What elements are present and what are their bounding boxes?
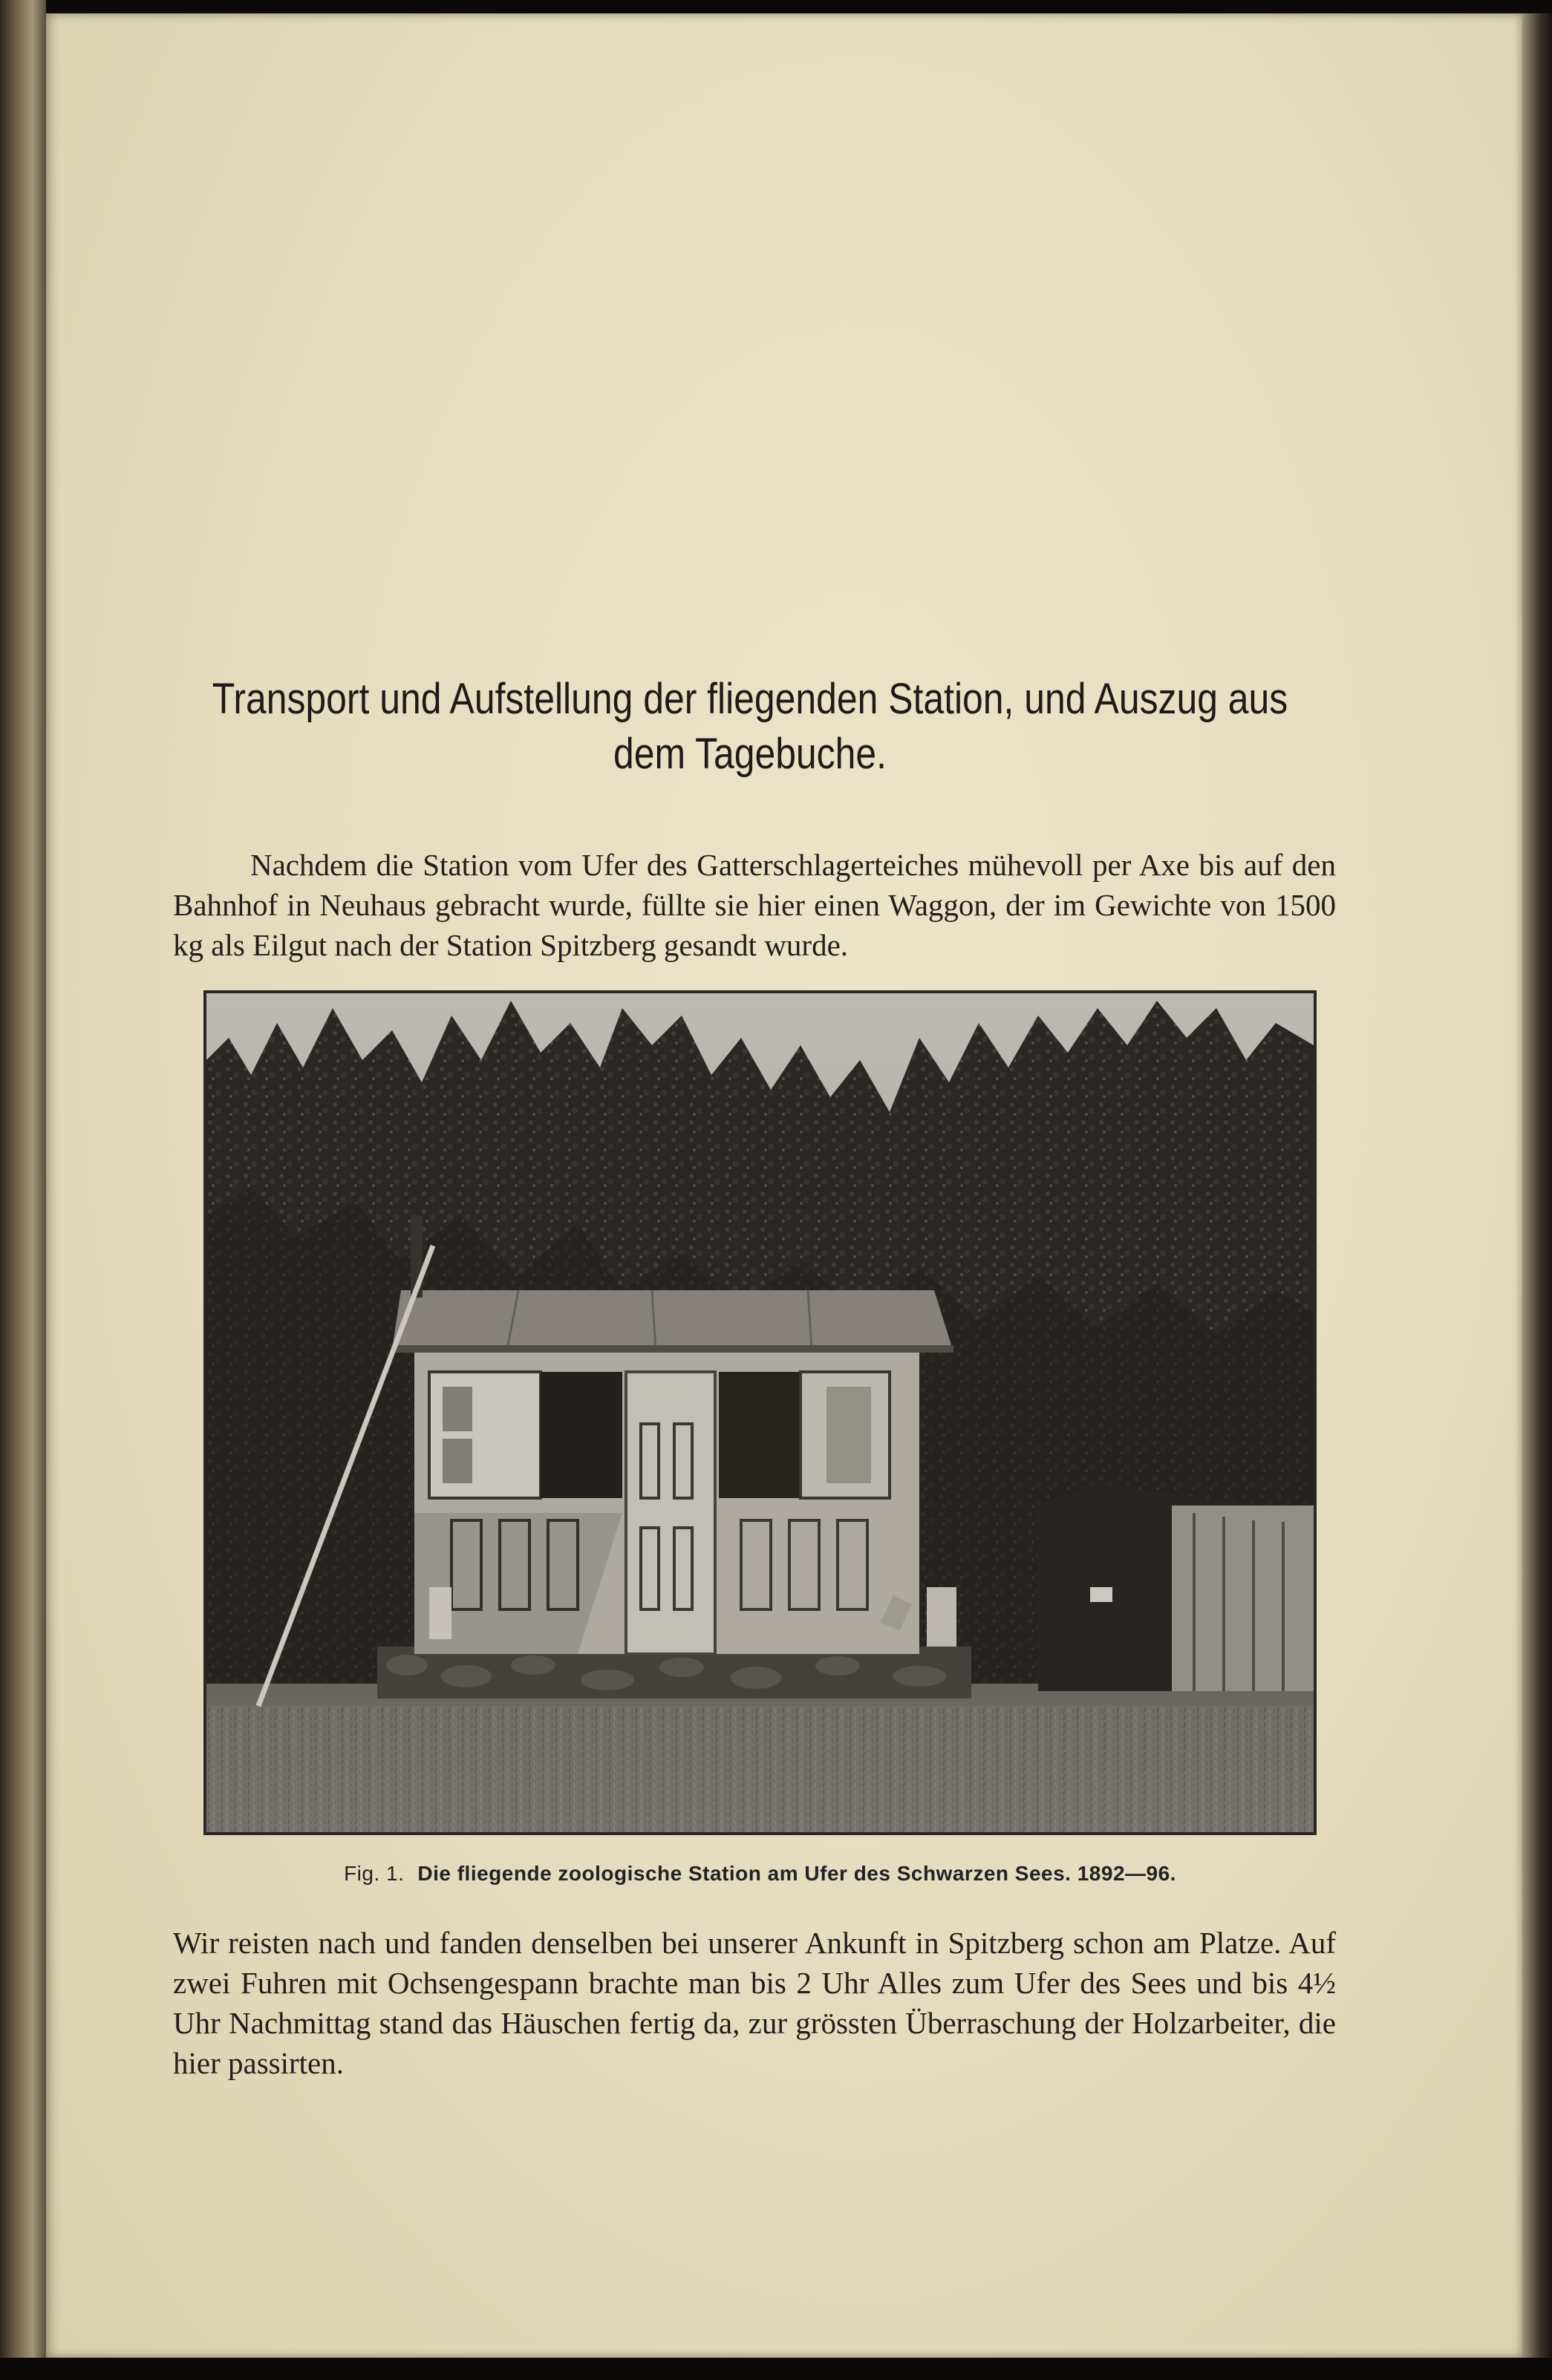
station-photograph [203, 990, 1317, 1835]
book-binding-edge [0, 0, 46, 2380]
paragraph-1: Nachdem die Station vom Ufer des Gatterschlagerteiches mühevoll per Axe bis auf den Bahnhof in Neuhaus gebracht wurde, füllte sie hier einen Waggon, der im Gewichte von 1500 kg als Eilgut nach der Station Spitzberg gesandt wurde. [173, 848, 1336, 962]
scan-bottom-border [0, 2358, 1552, 2380]
figure-caption-text: Die fliegende zoologische Station am Ufer des Schwarzen Sees. 1892—96. [417, 1862, 1176, 1885]
figure-label: Fig. 1. [344, 1862, 405, 1885]
page-heading: Transport und Aufstellung der fliegenden Station, und Auszug aus dem Tagebuche. [212, 675, 1288, 778]
page-right-edge [1522, 13, 1552, 2358]
scan-top-border [0, 0, 1552, 13]
paragraph-2: Wir reisten nach und fanden denselben bei unserer Ankunft in Spitzberg schon am Platze. Auf zwei Fuhren mit Ochsengespann brachte man bis 2 Uhr Alles zum Ufer des Sees und bis 4½ Uhr Nachmittag stand das Häuschen fertig da, zur grössten Überraschung der Holzarbeiter, die hier passirten. [173, 1926, 1336, 2080]
figure-caption [203, 1862, 1317, 1886]
